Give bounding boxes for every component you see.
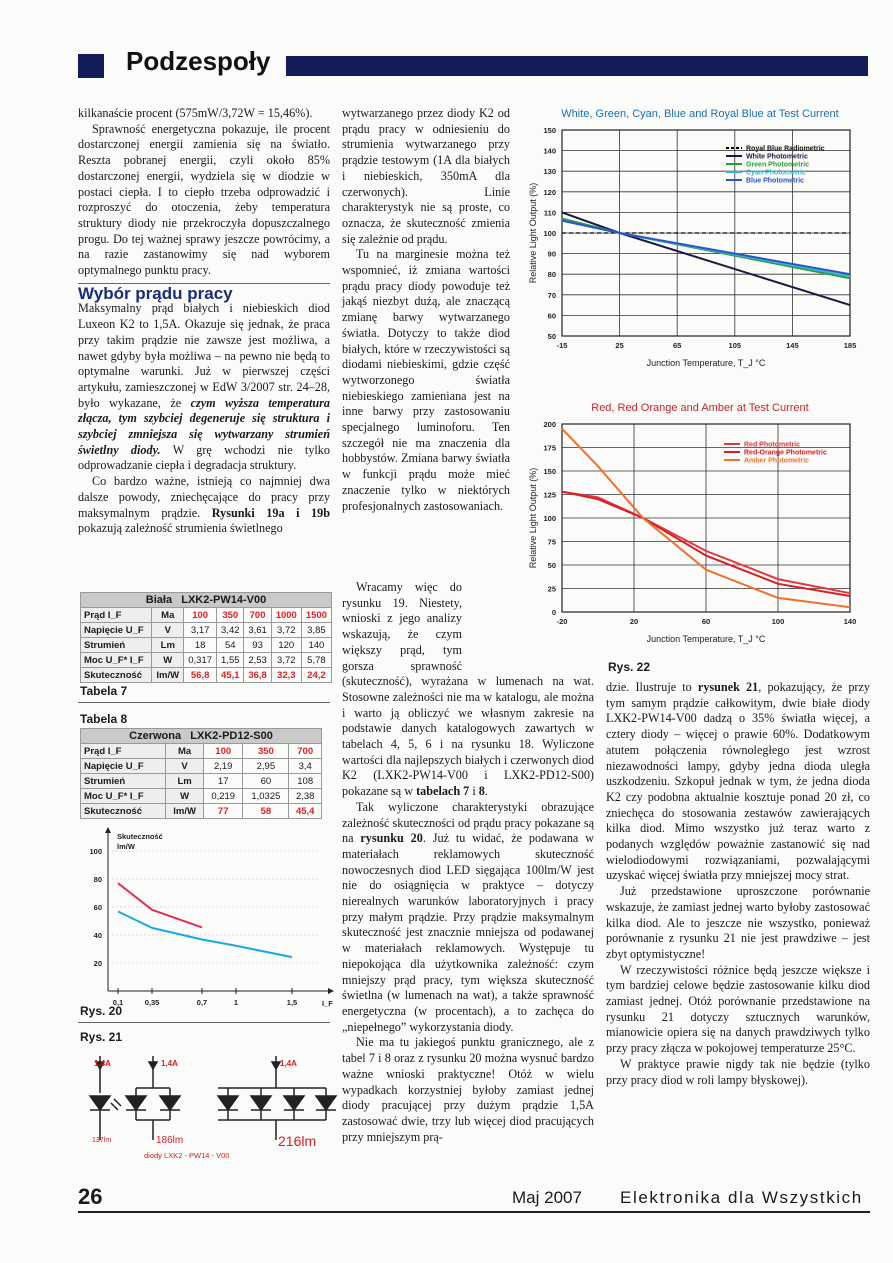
paragraph: Tak wyliczone charakterystyki obrazujące zależność skuteczności od prądu pracy pokazane są na rysunku 20. Już tu widać, że podawana w materiałach reklamowych skuteczność nowoczesnych diod LED sięgająca 100lm/W jest nie do osiągnięcia w praktyce – dotyczy nierealnych warunków laboratoryjnych i pracy przy małym prądzie. Przy prądzie maksymalnym skuteczność jest znacznie mniejsza od podawanej w materiałach reklamowych. Występuje tu niepokojąca dla użytkownika zależność: czym mniejszy prąd pracy, tym większa skuteczność świetlna (w lumenach na wat), a także sprawność energetyczna (w procentach), a to zachęca do „niepełnego” wykorzystania diody.	[342, 799, 594, 1034]
footer-rule	[78, 1211, 870, 1213]
x-tick-label: 105	[728, 341, 742, 350]
y-tick-label: 60	[93, 903, 102, 912]
table-8-caption: Tabela 8	[80, 712, 128, 726]
y-tick-label: 75	[547, 537, 556, 547]
y-tick-label: 130	[543, 167, 556, 177]
y-tick-label: 125	[543, 490, 556, 500]
magazine-title: Elektronika dla Wszystkich	[620, 1188, 863, 1207]
x-tick-label: 100	[771, 617, 785, 626]
x-axis-label: Junction Temperature, T_J °C	[646, 634, 766, 644]
rys20-caption: Rys. 20	[80, 1004, 123, 1018]
flux-label: 186lm	[156, 1135, 184, 1146]
column-2-top	[342, 106, 510, 514]
chart-white-blue	[518, 122, 876, 380]
y-tick-label: 60	[547, 311, 556, 321]
legend-label: Amber Photometric	[744, 457, 809, 465]
y-tick-label: 110	[543, 208, 556, 218]
x-tick-label: -15	[556, 341, 568, 350]
table-7-caption: Tabela 7	[80, 684, 128, 698]
paragraph: wytwarzanego przez diody K2 od prądu pracy w odniesieniu do strumienia wytwarzanego przy prądzie testowym (1A dla białych i niebieskich, 350mA dla czerwonych). Linie charakterystyk nie są proste, co oznacza, że skuteczność zmienia się zależnie od prądu.	[342, 106, 510, 246]
paragraph: Wracamy więc do rysunku 19. Niestety, wnioski z jego analizy wskazują, że czym większy prąd, tym gorsza sprawność (skuteczność), wyrażana w lumenach na wat. Stosowne zależności nie ma w katalogu, ale można i warto ją obliczyć we własnym zakresie na podstawie danych katalogowych zawartych w tabelach 4, 5, 6 i na rysunku 18. Wyliczone wartości dla najlepszych białych i czerwonych diod K2 (LXK2-PW14-V00 i LXK2-PD12-S00) pokazane są w tabelach 7 i 8.	[342, 580, 594, 799]
divider	[78, 1022, 330, 1023]
led-icon	[218, 1096, 238, 1110]
x-tick-label: 1	[233, 998, 239, 1007]
y-tick-label: 40	[93, 931, 102, 940]
x-tick-label: 185	[843, 341, 857, 350]
legend-label: White Photometric	[746, 153, 808, 161]
chart-rys20	[78, 825, 338, 1020]
x-tick-label: 25	[615, 341, 624, 350]
paragraph: dzie. Ilustruje to rysunek 21, pokazujący, że przy tym samym prądzie całkowitym, dwie białe diody LXK2-PW14-V00 dadzą o 35% światła więcej, a cztery diody – więcej o prawie 60%. Dodatkowym atutem połączenia równoległego jest wzrost niezawodności lampy, gdyby jedna dioda uległa uszkodzeniu. Szkopuł jednak w tym, że jedna dioda K2 czy podobna aktualnie kosztuje ponad 20 zł, co zniechęca do stosowania zestawów zawierających kilka diod. Mimo wszystko już teraz warto z podanych względów poważnie zastanowić się nad wielodiodowymi rozwiązaniami, pozwalającymi uzyskać więcej światła przy mniejszej mocy strat.	[606, 680, 870, 883]
header-block	[78, 54, 104, 78]
y-tick-label: 80	[547, 270, 556, 280]
column-2-bottom	[342, 580, 594, 1145]
x-tick-label: -20	[556, 617, 568, 626]
header-bar	[286, 56, 868, 76]
table-row: Strumień Lm 18 54 93 120 140	[81, 638, 332, 653]
y-axis-label: Relative Light Output (%)	[528, 467, 538, 569]
light-ray	[114, 1099, 121, 1106]
x-axis-label: I_F	[322, 999, 333, 1008]
table-header: Biała LXK2-PW14-V00	[81, 593, 332, 608]
series-line	[562, 212, 850, 305]
flux-label: 137lm	[92, 1137, 112, 1144]
table-row: Napięcie U_F V 3,17 3,42 3,61 3,72 3,85	[81, 623, 332, 638]
led-icon	[251, 1096, 271, 1110]
chart2-title: Red, Red Orange and Amber at Test Current	[591, 402, 809, 414]
y-tick-label: 150	[543, 126, 556, 135]
axis-arrow-icon	[105, 827, 111, 833]
table-row: Skuteczność lm/W 56,8 45,1 36,8 32,3 24,2	[81, 668, 332, 683]
x-tick-label: 0,1	[112, 998, 124, 1007]
paragraph: Już przedstawione uproszczone porównanie wskazuje, że zamiast jednej warto byłoby zastosować kilka diod. Ale to jeszcze nie wszystko, ponieważ porównanie z rysunku 21 nie jest prawdziwe – jest zbyt optymistyczne!	[606, 884, 870, 961]
y-tick-label: 100	[89, 847, 102, 856]
legend-label: Blue Photometric	[746, 177, 804, 185]
y-tick-label: 120	[543, 187, 556, 197]
x-tick-label: 65	[673, 341, 682, 350]
rys21-caption: Rys. 21	[80, 1030, 123, 1044]
series-line	[118, 911, 292, 957]
rys22-caption: Rys. 22	[608, 660, 651, 674]
flux-label: 216lm	[278, 1133, 317, 1149]
x-tick-label: 145	[786, 341, 799, 350]
column-3	[606, 680, 870, 1088]
legend-label: Royal Blue Radiometric	[746, 145, 825, 153]
table-row: Moc U_F* I_F W 0,317 1,55 2,53 3,72 5,78	[81, 653, 332, 668]
divider	[78, 702, 330, 703]
table-row: Napięcie U_F V 2,19 2,95 3,4	[81, 759, 322, 774]
y-tick-label: 20	[93, 959, 102, 968]
current-label: 1,4A	[161, 1059, 178, 1068]
y-tick-label: 150	[543, 467, 556, 476]
paragraph: Maksymalny prąd białych i niebieskich diod Luxeon K2 to 1,5A. Okazuje się jednak, że praca przy takim prądzie nie zawsze jest możliwa, a nawet gdyby była możliwa – na pewno nie będą to optymalne warunki. Już w pierwszej części artykułu, zamieszczonej w EdW 3/2007 str. 24–28, było wykazane, że czym wyższa temperatura złącza, tym szybciej degeneruje się struktura i szybciej zmniejsza się wytwarzany strumień świetlny diody. W grę wchodzi nie tylko odprowadzanie ciepła i degradacja struktury.	[78, 301, 330, 473]
table-7	[80, 592, 332, 683]
legend-label: Green Photometric	[746, 161, 810, 169]
y-axis-label: lm/W	[117, 842, 135, 851]
y-tick-label: 25	[547, 584, 556, 594]
axis-arrow-icon	[328, 988, 334, 994]
y-tick-label: 90	[547, 249, 556, 259]
arrow-down-icon	[149, 1062, 157, 1069]
paragraph: W praktyce prawie nigdy tak nie będzie (tylko przy pracy diod w roli lampy błyskowej).	[606, 1056, 870, 1087]
y-tick-label: 50	[547, 561, 556, 570]
issue-date: Maj 2007	[512, 1188, 582, 1207]
series-line	[118, 883, 202, 927]
column-1	[78, 106, 330, 537]
y-tick-label: 140	[543, 146, 556, 156]
paragraph: kilkanaście procent (575mW/3,72W = 15,46%).	[78, 106, 313, 120]
table-row: Skuteczność lm/W 77 58 45,4	[81, 804, 322, 819]
x-tick-label: 0,7	[196, 998, 208, 1007]
current-label: 1,4A	[280, 1059, 297, 1068]
y-tick-label: 70	[547, 290, 556, 300]
diagram-label: diody LXK2 - PW14 - V00	[144, 1151, 230, 1160]
x-tick-label: 140	[843, 617, 857, 626]
y-tick-label: 100	[543, 514, 556, 523]
page-number: 26	[78, 1184, 103, 1209]
table-header: Czerwona LXK2-PD12-S00	[81, 729, 322, 744]
x-tick-label: 20	[629, 617, 639, 626]
led-icon	[160, 1096, 180, 1110]
x-tick-label: 60	[701, 617, 711, 626]
y-tick-label: 50	[547, 332, 556, 341]
y-tick-label: 80	[93, 875, 102, 884]
section-title: Podzespoły	[126, 46, 271, 76]
legend-label: Red Photometric	[744, 441, 801, 449]
led-icon	[90, 1096, 110, 1110]
section-heading: Wybór prądu pracy	[78, 283, 233, 303]
arrow-down-icon	[272, 1062, 280, 1069]
y-tick-label: 0	[551, 608, 556, 617]
light-ray	[111, 1103, 118, 1110]
table-row: Prąd I_F Ma 100 350 700	[81, 744, 322, 759]
table-8	[80, 728, 322, 819]
y-tick-label: 175	[543, 443, 556, 453]
paragraph: Tu na marginesie można też wspomnieć, iż zmiana wartości prądu pracy diody powoduje też jakąś niezbyt dużą, ale znaczącą zmianę barwy wytwarzanego światła. Dotyczy to także diod białych, które w rzeczywistości są diodami niebieskimi, gdzie część wytworzonego światła niebieskiego zamieniana jest na inne barwy przy zastosowaniu specjalnego luminoforu. Ten szczegół nie ma znaczenia dla hobbystów. Zmiana barwy światła w funkcji prądu może mieć znaczenie tylko w niektórych profesjonalnych zastosowaniach.	[342, 247, 510, 513]
x-axis-label: Junction Temperature, T_J °C	[646, 358, 766, 368]
paragraph: Nie ma tu jakiegoś punktu granicznego, ale z tabel 7 i 8 oraz z rysunku 20 można wysnuć bardzo ważne wnioski praktyczne! Otóż w wielu wypadkach korzystniej byłoby zamiast jednej diody pracującej przy dużym prądzie 1,5A zastosować dwie, trzy lub więcej diod pracujących przy mniejszym prą-	[342, 1035, 594, 1144]
table-row: Prąd I_F Ma 100 350 700 1000 1500	[81, 608, 332, 623]
y-axis-label: Relative Light Output (%)	[528, 182, 538, 284]
led-icon	[316, 1096, 336, 1110]
legend-label: Red-Orange Photometric	[744, 449, 827, 457]
paragraph: Sprawność energetyczna pokazuje, ile procent dostarczonej energii zamienia się na światło. Reszta pobranej energii, czyli około 85% dostarczonej energii, wydziela się w diodzie w postaci ciepła. I to ciepło trzeba odprowadzić i rozproszyć do otoczenia, żeby temperatura struktury diody nie przekroczyła dopuszczalnego progu. Do tej ważnej sprawy jeszcze powrócimy, a na razie zastanowimy się nad wyborem optymalnego punktu pracy.	[78, 121, 330, 278]
diagram-rys21	[78, 1048, 340, 1163]
chart1-title: White, Green, Cyan, Blue and Royal Blue at Test Current	[561, 108, 839, 120]
led-icon	[284, 1096, 304, 1110]
y-tick-label: 200	[543, 420, 556, 429]
table-row: Moc U_F* I_F W 0,219 1,0325 2,38	[81, 789, 322, 804]
y-tick-label: 100	[543, 229, 556, 238]
paragraph: Co bardzo ważne, istnieją co najmniej dwa dalsze powody, zniechęcające do pracy przy maksymalnym prądzie. Rysunki 19a i 19b pokazują zależność strumienia świetlnego	[78, 474, 331, 536]
current-label: 1,4A	[94, 1059, 111, 1068]
paragraph: W rzeczywistości różnice będą jeszcze większe i tym bardziej celowe będzie zastosowanie kilku diod zamiast jednej. Otóż porównanie przedstawione na rysunku 21 dotyczy sztucznych warunków, mianowicie opiera się na danych prawdziwych tylko przy pracy złącza w pokojowej temperaturze 25°C.	[606, 962, 870, 1056]
table-row: Strumień Lm 17 60 108	[81, 774, 322, 789]
chart-title: Skuteczność	[117, 832, 163, 841]
x-tick-label: 0,35	[144, 998, 160, 1007]
chart-red-amber	[518, 416, 876, 660]
x-tick-label: 1,5	[286, 998, 298, 1007]
led-icon	[126, 1096, 146, 1110]
legend-label: Cyan Photometric	[746, 169, 806, 177]
